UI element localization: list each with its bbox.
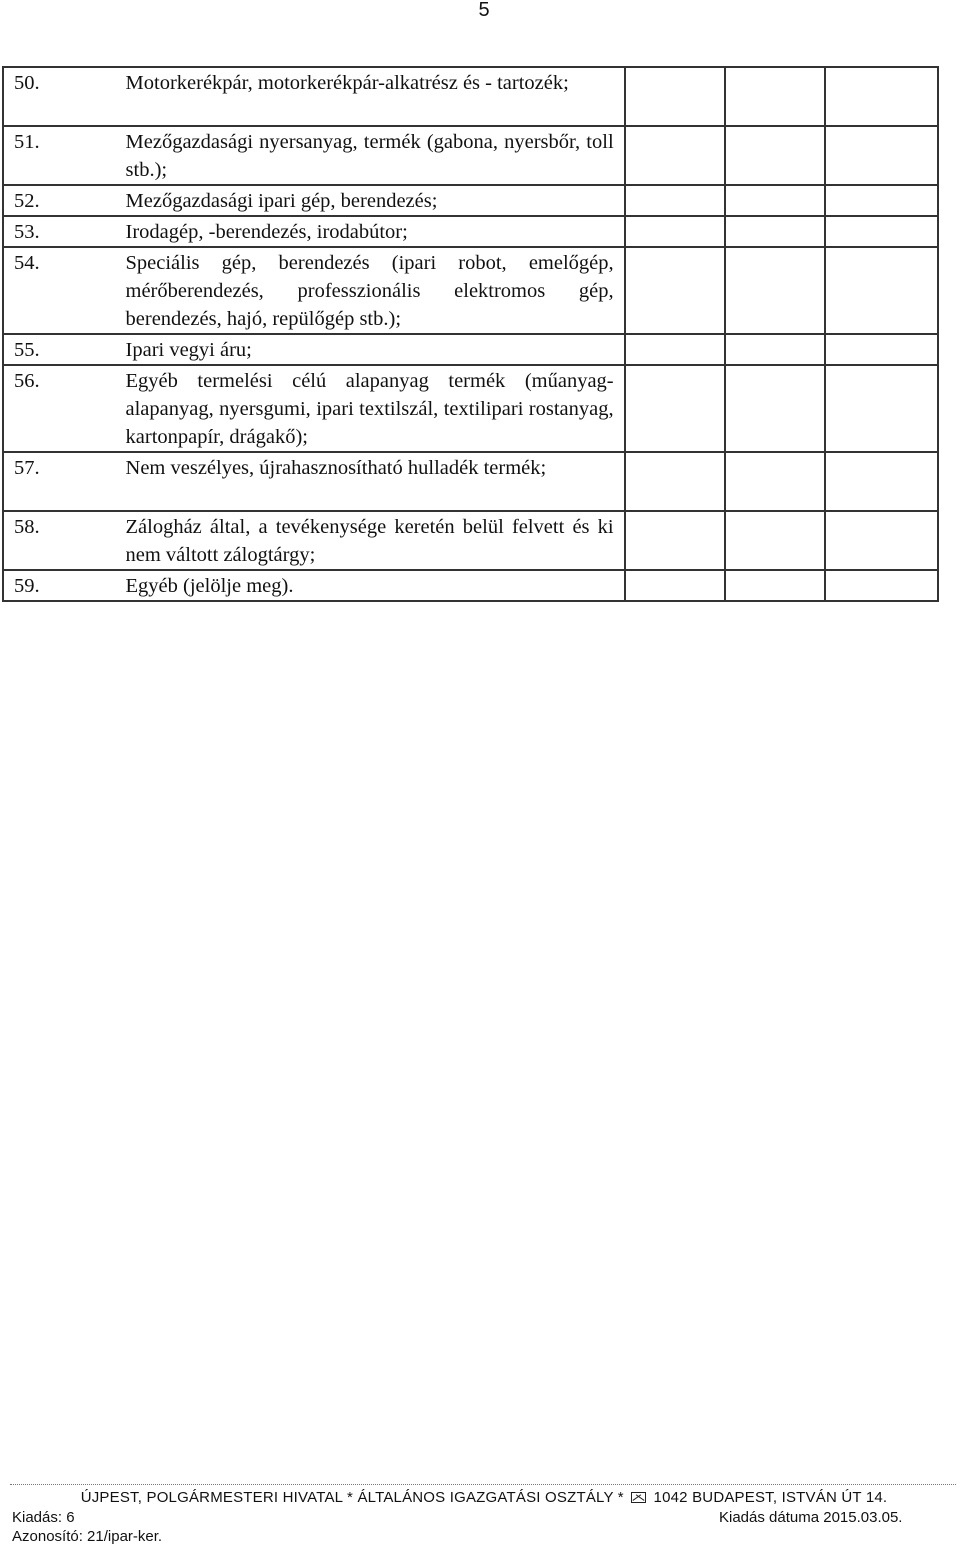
blank-cell	[625, 185, 725, 216]
blank-cell	[825, 365, 938, 452]
row-number: 52.	[3, 185, 126, 216]
row-text: Egyéb termelési célú alapanyag termék (műanyag-alapanyag, nyersgumi, ipari textilszál, textilipari rostanyag, kartonpapír, drágakő);	[126, 365, 625, 452]
row-number: 50.	[3, 67, 126, 126]
row-number: 57.	[3, 452, 126, 511]
blank-cell	[725, 511, 825, 570]
row-number: 56.	[3, 365, 126, 452]
footer-edition-date: Kiadás dátuma 2015.03.05.	[719, 1509, 903, 1526]
table-row	[3, 365, 938, 452]
table-row	[3, 216, 938, 247]
blank-cell	[625, 247, 725, 334]
blank-cell	[725, 126, 825, 185]
blank-cell	[725, 216, 825, 247]
row-text: Irodagép, -berendezés, irodabútor;	[126, 216, 625, 247]
table-row	[3, 126, 938, 185]
footer-office-name: ÚJPEST, POLGÁRMESTERI HIVATAL * ÁLTALÁNOS IGAZGATÁSI OSZTÁLY *	[80, 1489, 624, 1506]
footer-address: 1042 BUDAPEST, ISTVÁN ÚT 14.	[653, 1489, 888, 1506]
table-row	[3, 570, 938, 601]
envelope-icon	[631, 1492, 646, 1503]
blank-cell	[825, 185, 938, 216]
row-number: 53.	[3, 216, 126, 247]
page-number: 5	[478, 0, 490, 21]
row-number: 54.	[3, 247, 126, 334]
blank-cell	[825, 67, 938, 126]
blank-cell	[725, 570, 825, 601]
row-number: 51.	[3, 126, 126, 185]
footer-identifier: Azonosító: 21/ipar-ker.	[12, 1528, 163, 1545]
table-row	[3, 185, 938, 216]
row-number: 59.	[3, 570, 126, 601]
table-row	[3, 511, 938, 570]
blank-cell	[825, 511, 938, 570]
blank-cell	[825, 452, 938, 511]
footer-divider	[10, 1484, 956, 1485]
table-row	[3, 67, 938, 126]
row-text: Egyéb (jelölje meg).	[126, 570, 625, 601]
footer-office-line	[0, 1489, 960, 1506]
blank-cell	[725, 67, 825, 126]
row-text: Mezőgazdasági nyersanyag, termék (gabona, nyersbőr, toll stb.);	[126, 126, 625, 185]
table-row	[3, 334, 938, 365]
row-text: Zálogház által, a tevékenysége keretén belül felvett és ki nem váltott zálogtárgy;	[126, 511, 625, 570]
row-text: Nem veszélyes, újrahasznosítható hulladék termék;	[126, 452, 625, 511]
row-number: 58.	[3, 511, 126, 570]
blank-cell	[625, 334, 725, 365]
blank-cell	[625, 216, 725, 247]
blank-cell	[725, 365, 825, 452]
blank-cell	[725, 452, 825, 511]
row-text: Speciális gép, berendezés (ipari robot, emelőgép, mérőberendezés, professzionális elektromos gép, berendezés, hajó, repülőgép stb.);	[126, 247, 625, 334]
blank-cell	[825, 126, 938, 185]
row-text: Ipari vegyi áru;	[126, 334, 625, 365]
blank-cell	[625, 570, 725, 601]
blank-cell	[725, 247, 825, 334]
row-text: Mezőgazdasági ipari gép, berendezés;	[126, 185, 625, 216]
table-row	[3, 452, 938, 511]
row-number: 55.	[3, 334, 126, 365]
blank-cell	[825, 334, 938, 365]
table-row	[3, 247, 938, 334]
blank-cell	[625, 452, 725, 511]
blank-cell	[825, 216, 938, 247]
blank-cell	[725, 185, 825, 216]
blank-cell	[625, 365, 725, 452]
blank-cell	[625, 67, 725, 126]
footer-edition: Kiadás: 6	[12, 1509, 75, 1526]
row-text: Motorkerékpár, motorkerékpár-alkatrész és - tartozék;	[126, 67, 625, 126]
blank-cell	[625, 511, 725, 570]
blank-cell	[825, 247, 938, 334]
blank-cell	[725, 334, 825, 365]
blank-cell	[625, 126, 725, 185]
product-category-table	[2, 66, 939, 602]
blank-cell	[825, 570, 938, 601]
